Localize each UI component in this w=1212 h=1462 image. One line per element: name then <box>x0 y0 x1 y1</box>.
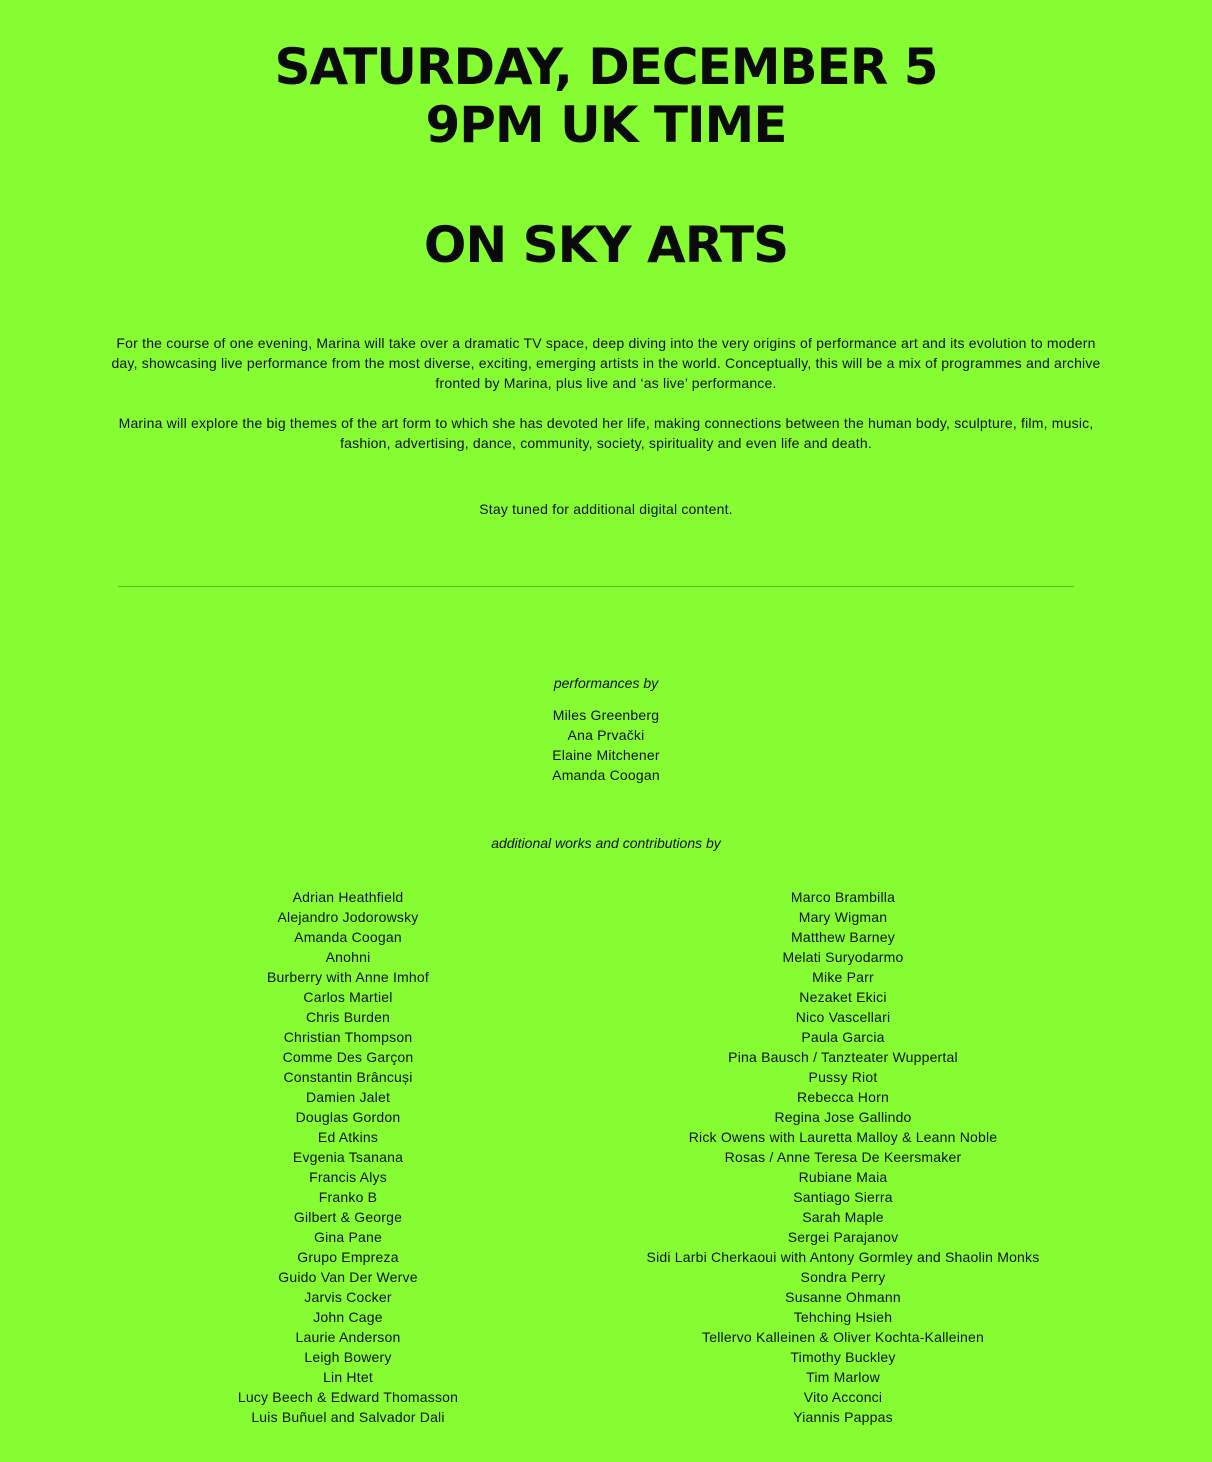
contributors-list-left <box>148 887 548 1427</box>
intro-paragraph-2: Marina will explore the big themes of the art form to which she has devoted her life, making connections between the human body, sculpture, film, music, fashion, advertising, dance, community, society, spirituality and even life and death. <box>118 415 1094 451</box>
section-divider <box>118 586 1074 587</box>
contributor-name: Paula Garcia <box>801 1029 885 1045</box>
contributor-name: Sergei Parajanov <box>787 1229 899 1245</box>
contributor-name: Christian Thompson <box>283 1029 413 1045</box>
performers-list <box>0 705 1212 785</box>
performer-name: Ana Prvački <box>567 727 645 743</box>
contributor-name: Amanda Coogan <box>294 929 402 945</box>
contributor-name: Leigh Bowery <box>304 1349 392 1365</box>
contributor-name: Lucy Beech & Edward Thomasson <box>237 1389 459 1405</box>
channel-heading: ON SKY ARTS <box>423 216 789 274</box>
event-time-heading: 9PM UK TIME <box>425 96 787 154</box>
contributor-name: Mike Parr <box>812 969 874 985</box>
contributor-name: Pussy Riot <box>808 1069 878 1085</box>
contributions-label: additional works and contributions by <box>491 835 721 851</box>
performances-label: performances by <box>553 675 659 691</box>
contributor-name: Burberry with Anne Imhof <box>267 969 429 985</box>
contributor-name: Regina Jose Gallindo <box>774 1109 912 1125</box>
contributor-name: Gina Pane <box>314 1229 382 1245</box>
contributor-name: Sondra Perry <box>800 1269 886 1285</box>
contributor-name: Rick Owens with Lauretta Malloy & Leann Noble <box>688 1129 998 1145</box>
contributor-name: Timothy Buckley <box>790 1349 896 1365</box>
contributor-name: Melati Suryodarmo <box>782 949 904 965</box>
contributor-name: Santiago Sierra <box>793 1189 893 1205</box>
contributor-name: Constantin Brâncuși <box>283 1069 413 1085</box>
contributor-name: Yiannis Pappas <box>793 1409 893 1425</box>
event-date-heading: SATURDAY, DECEMBER 5 <box>274 38 938 96</box>
contributor-name: Anohni <box>325 949 371 965</box>
contributor-name: Luis Buñuel and Salvador Dali <box>251 1409 445 1425</box>
contributor-name: Vito Acconci <box>803 1389 883 1405</box>
contributor-name: Laurie Anderson <box>295 1329 401 1345</box>
contributor-name: Damien Jalet <box>305 1089 391 1105</box>
contributor-name: Matthew Barney <box>791 929 895 945</box>
performer-name: Miles Greenberg <box>552 707 660 723</box>
performer-name: Elaine Mitchener <box>552 747 660 763</box>
contributor-name: Comme Des Garçon <box>282 1049 414 1065</box>
contributor-name: Alejandro Jodorowsky <box>277 909 419 925</box>
digital-content-note: Stay tuned for additional digital content. <box>479 501 733 517</box>
contributor-name: Mary Wigman <box>798 909 888 925</box>
contributor-name: Grupo Empreza <box>297 1249 399 1265</box>
contributor-name: Rosas / Anne Teresa De Keersmaker <box>724 1149 962 1165</box>
contributor-name: Francis Alys <box>309 1169 387 1185</box>
contributor-name: Chris Burden <box>305 1009 391 1025</box>
intro-paragraph-1: For the course of one evening, Marina will take over a dramatic TV space, deep diving into the very origins of performance art and its evolution to modern day, showcasing live performance from the most diverse, exciting, emerging artists in the world. Conceptually, this will be a mix of programmes and archive fronted by Marina, plus live and ‘as live’ performance. <box>111 335 1101 391</box>
contributor-name: Gilbert & George <box>293 1209 403 1225</box>
contributor-name: Nezaket Ekici <box>799 989 887 1005</box>
contributor-name: Jarvis Cocker <box>304 1289 392 1305</box>
contributor-name: Douglas Gordon <box>295 1109 401 1125</box>
contributor-name: Sidi Larbi Cherkaoui with Antony Gormley and Shaolin Monks <box>646 1249 1040 1265</box>
contributors-list-right <box>593 887 1093 1427</box>
contributor-name: Tellervo Kalleinen & Oliver Kochta-Kalleinen <box>702 1329 984 1345</box>
contributor-name: John Cage <box>313 1309 383 1325</box>
contributor-name: Rebecca Horn <box>797 1089 889 1105</box>
performer-name: Amanda Coogan <box>552 767 660 783</box>
contributor-name: Guido Van Der Werve <box>278 1269 418 1285</box>
contributor-name: Sarah Maple <box>802 1209 884 1225</box>
contributor-name: Pina Bausch / Tanzteater Wuppertal <box>728 1049 958 1065</box>
contributor-name: Susanne Ohmann <box>785 1289 901 1305</box>
contributor-name: Tim Marlow <box>806 1369 880 1385</box>
contributor-name: Franko B <box>318 1189 378 1205</box>
contributor-name: Lin Htet <box>323 1369 373 1385</box>
contributor-name: Rubiane Maia <box>798 1169 888 1185</box>
contributor-name: Nico Vascellari <box>795 1009 891 1025</box>
contributor-name: Tehching Hsieh <box>793 1309 893 1325</box>
contributor-name: Evgenia Tsanana <box>292 1149 404 1165</box>
contributor-name: Ed Atkins <box>317 1129 379 1145</box>
contributor-name: Carlos Martiel <box>303 989 393 1005</box>
contributor-name: Adrian Heathfield <box>292 889 404 905</box>
contributor-name: Marco Brambilla <box>790 889 896 905</box>
